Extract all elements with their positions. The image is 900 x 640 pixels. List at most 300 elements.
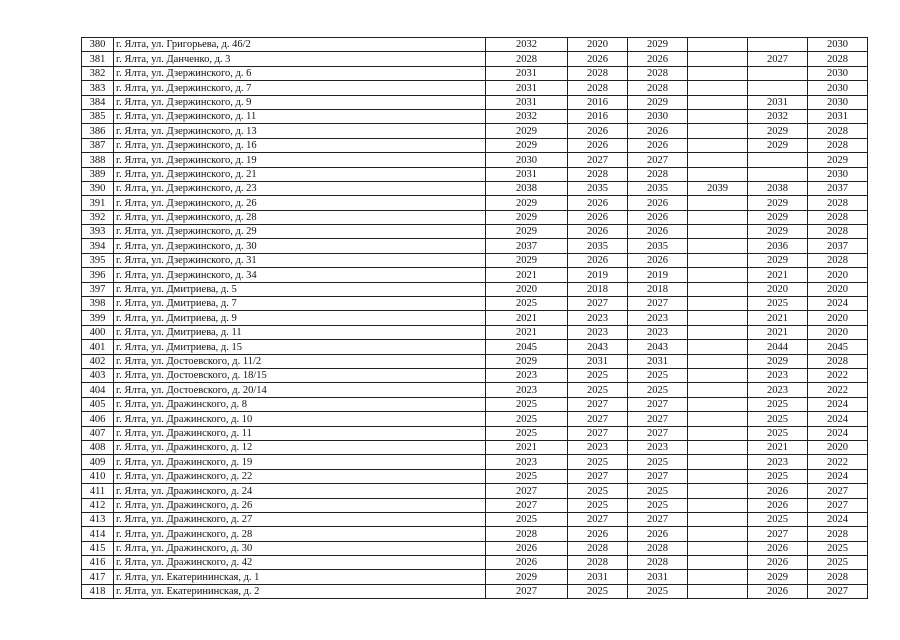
year-col-1-cell: 2023 (486, 368, 568, 382)
year-col-5-cell: 2027 (748, 527, 808, 541)
year-col-2-cell: 2026 (568, 52, 628, 66)
year-col-5-cell: 2021 (748, 311, 808, 325)
year-col-5-cell: 2029 (748, 253, 808, 267)
year-col-6-cell: 2028 (808, 570, 868, 584)
year-col-2-cell: 2027 (568, 153, 628, 167)
year-col-4-cell (688, 412, 748, 426)
year-col-4-cell (688, 469, 748, 483)
row-number-cell: 388 (82, 153, 114, 167)
address-cell: г. Ялта, ул. Дзержинского, д. 6 (114, 66, 486, 80)
year-col-5-cell: 2025 (748, 397, 808, 411)
year-col-6-cell: 2045 (808, 340, 868, 354)
year-col-3-cell: 2026 (628, 124, 688, 138)
year-col-4-cell (688, 584, 748, 598)
year-col-5-cell: 2025 (748, 412, 808, 426)
table-row (82, 484, 868, 498)
year-col-5-cell: 2020 (748, 282, 808, 296)
year-col-5-cell: 2044 (748, 340, 808, 354)
year-col-6-cell: 2029 (808, 153, 868, 167)
year-col-6-cell: 2028 (808, 225, 868, 239)
year-col-3-cell: 2028 (628, 81, 688, 95)
year-col-2-cell: 2023 (568, 311, 628, 325)
year-col-2-cell: 2028 (568, 81, 628, 95)
year-col-3-cell: 2031 (628, 570, 688, 584)
year-col-1-cell: 2021 (486, 268, 568, 282)
address-cell: г. Ялта, ул. Достоевского, д. 20/14 (114, 383, 486, 397)
year-col-4-cell (688, 167, 748, 181)
year-col-3-cell: 2035 (628, 181, 688, 195)
table-row (82, 297, 868, 311)
year-col-6-cell: 2037 (808, 239, 868, 253)
table-row (82, 225, 868, 239)
year-col-5-cell: 2027 (748, 52, 808, 66)
year-col-2-cell: 2023 (568, 440, 628, 454)
year-col-5-cell: 2036 (748, 239, 808, 253)
row-number-cell: 396 (82, 268, 114, 282)
year-col-5-cell: 2029 (748, 570, 808, 584)
year-col-4-cell (688, 311, 748, 325)
table-row (82, 455, 868, 469)
row-number-cell: 408 (82, 440, 114, 454)
table-row (82, 153, 868, 167)
year-col-5-cell: 2023 (748, 455, 808, 469)
year-col-3-cell: 2027 (628, 469, 688, 483)
year-col-3-cell: 2027 (628, 512, 688, 526)
table-row (82, 412, 868, 426)
year-col-5-cell: 2029 (748, 196, 808, 210)
year-col-4-cell (688, 268, 748, 282)
year-col-3-cell: 2025 (628, 368, 688, 382)
year-col-4-cell (688, 66, 748, 80)
year-col-3-cell: 2025 (628, 455, 688, 469)
year-col-5-cell: 2029 (748, 124, 808, 138)
address-cell: г. Ялта, ул. Дражинского, д. 8 (114, 397, 486, 411)
table-row (82, 570, 868, 584)
table-row (82, 81, 868, 95)
year-col-6-cell: 2028 (808, 253, 868, 267)
year-col-1-cell: 2031 (486, 95, 568, 109)
table-row (82, 498, 868, 512)
year-col-6-cell: 2025 (808, 556, 868, 570)
year-col-5-cell: 2025 (748, 469, 808, 483)
table-row (82, 311, 868, 325)
year-col-4-cell (688, 225, 748, 239)
year-col-3-cell: 2027 (628, 412, 688, 426)
year-col-2-cell: 2026 (568, 225, 628, 239)
year-col-5-cell: 2023 (748, 383, 808, 397)
year-col-3-cell: 2023 (628, 440, 688, 454)
address-cell: г. Ялта, ул. Дражинского, д. 28 (114, 527, 486, 541)
year-col-5-cell: 2032 (748, 109, 808, 123)
year-col-1-cell: 2045 (486, 340, 568, 354)
year-col-5-cell (748, 81, 808, 95)
year-col-2-cell: 2016 (568, 109, 628, 123)
row-number-cell: 399 (82, 311, 114, 325)
year-col-2-cell: 2025 (568, 498, 628, 512)
year-col-1-cell: 2021 (486, 325, 568, 339)
row-number-cell: 414 (82, 527, 114, 541)
table-row (82, 368, 868, 382)
address-cell: г. Ялта, ул. Дзержинского, д. 34 (114, 268, 486, 282)
year-col-2-cell: 2016 (568, 95, 628, 109)
year-col-1-cell: 2027 (486, 484, 568, 498)
year-col-2-cell: 2043 (568, 340, 628, 354)
row-number-cell: 397 (82, 282, 114, 296)
year-col-2-cell: 2026 (568, 138, 628, 152)
row-number-cell: 385 (82, 109, 114, 123)
building-schedule-table (81, 37, 868, 599)
year-col-4-cell (688, 239, 748, 253)
year-col-4-cell (688, 196, 748, 210)
year-col-1-cell: 2026 (486, 541, 568, 555)
year-col-2-cell: 2025 (568, 368, 628, 382)
year-col-1-cell: 2029 (486, 138, 568, 152)
year-col-3-cell: 2026 (628, 138, 688, 152)
table-row (82, 109, 868, 123)
year-col-6-cell: 2028 (808, 210, 868, 224)
year-col-4-cell (688, 253, 748, 267)
year-col-3-cell: 2025 (628, 498, 688, 512)
year-col-1-cell: 2026 (486, 556, 568, 570)
table-row (82, 38, 868, 52)
year-col-6-cell: 2030 (808, 38, 868, 52)
year-col-5-cell: 2025 (748, 426, 808, 440)
year-col-1-cell: 2021 (486, 440, 568, 454)
row-number-cell: 401 (82, 340, 114, 354)
year-col-1-cell: 2023 (486, 383, 568, 397)
year-col-2-cell: 2026 (568, 527, 628, 541)
year-col-3-cell: 2028 (628, 556, 688, 570)
year-col-1-cell: 2037 (486, 239, 568, 253)
year-col-6-cell: 2022 (808, 455, 868, 469)
year-col-6-cell: 2028 (808, 196, 868, 210)
table-row (82, 325, 868, 339)
year-col-6-cell: 2028 (808, 354, 868, 368)
year-col-3-cell: 2028 (628, 167, 688, 181)
year-col-4-cell (688, 138, 748, 152)
table-row (82, 340, 868, 354)
row-number-cell: 407 (82, 426, 114, 440)
address-cell: г. Ялта, ул. Дражинского, д. 19 (114, 455, 486, 469)
row-number-cell: 412 (82, 498, 114, 512)
year-col-2-cell: 2019 (568, 268, 628, 282)
year-col-1-cell: 2028 (486, 52, 568, 66)
year-col-3-cell: 2018 (628, 282, 688, 296)
year-col-1-cell: 2023 (486, 455, 568, 469)
year-col-6-cell: 2030 (808, 81, 868, 95)
year-col-4-cell (688, 455, 748, 469)
year-col-2-cell: 2023 (568, 325, 628, 339)
year-col-6-cell: 2022 (808, 368, 868, 382)
year-col-4-cell (688, 556, 748, 570)
year-col-3-cell: 2031 (628, 354, 688, 368)
year-col-4-cell (688, 340, 748, 354)
table-row (82, 95, 868, 109)
year-col-3-cell: 2043 (628, 340, 688, 354)
year-col-3-cell: 2029 (628, 95, 688, 109)
table-body (82, 38, 868, 599)
year-col-2-cell: 2031 (568, 570, 628, 584)
year-col-1-cell: 2031 (486, 66, 568, 80)
year-col-4-cell (688, 38, 748, 52)
table-row (82, 239, 868, 253)
year-col-4-cell (688, 95, 748, 109)
year-col-4-cell (688, 426, 748, 440)
address-cell: г. Ялта, ул. Дражинского, д. 30 (114, 541, 486, 555)
table-row (82, 397, 868, 411)
table-row (82, 383, 868, 397)
row-number-cell: 389 (82, 167, 114, 181)
year-col-6-cell: 2025 (808, 541, 868, 555)
year-col-1-cell: 2029 (486, 124, 568, 138)
table-row (82, 196, 868, 210)
year-col-6-cell: 2024 (808, 297, 868, 311)
year-col-1-cell: 2030 (486, 153, 568, 167)
row-number-cell: 384 (82, 95, 114, 109)
year-col-6-cell: 2030 (808, 167, 868, 181)
year-col-3-cell: 2028 (628, 541, 688, 555)
year-col-5-cell: 2026 (748, 484, 808, 498)
row-number-cell: 392 (82, 210, 114, 224)
year-col-6-cell: 2024 (808, 426, 868, 440)
year-col-6-cell: 2027 (808, 584, 868, 598)
row-number-cell: 398 (82, 297, 114, 311)
year-col-2-cell: 2027 (568, 412, 628, 426)
year-col-6-cell: 2028 (808, 52, 868, 66)
year-col-6-cell: 2037 (808, 181, 868, 195)
year-col-6-cell: 2020 (808, 268, 868, 282)
year-col-4-cell (688, 498, 748, 512)
year-col-1-cell: 2028 (486, 527, 568, 541)
year-col-3-cell: 2023 (628, 311, 688, 325)
year-col-4-cell (688, 440, 748, 454)
year-col-3-cell: 2027 (628, 426, 688, 440)
table-row (82, 426, 868, 440)
address-cell: г. Ялта, ул. Данченко, д. 3 (114, 52, 486, 66)
row-number-cell: 406 (82, 412, 114, 426)
year-col-1-cell: 2029 (486, 253, 568, 267)
year-col-5-cell: 2038 (748, 181, 808, 195)
year-col-5-cell: 2029 (748, 225, 808, 239)
year-col-1-cell: 2025 (486, 512, 568, 526)
year-col-1-cell: 2029 (486, 210, 568, 224)
year-col-5-cell: 2031 (748, 95, 808, 109)
table-row (82, 210, 868, 224)
year-col-1-cell: 2032 (486, 109, 568, 123)
year-col-1-cell: 2029 (486, 225, 568, 239)
year-col-1-cell: 2025 (486, 297, 568, 311)
year-col-3-cell: 2026 (628, 527, 688, 541)
year-col-1-cell: 2038 (486, 181, 568, 195)
year-col-5-cell: 2029 (748, 210, 808, 224)
table-row (82, 138, 868, 152)
address-cell: г. Ялта, ул. Дражинского, д. 24 (114, 484, 486, 498)
year-col-2-cell: 2020 (568, 38, 628, 52)
year-col-5-cell: 2026 (748, 498, 808, 512)
year-col-2-cell: 2035 (568, 181, 628, 195)
year-col-5-cell: 2023 (748, 368, 808, 382)
year-col-4-cell (688, 282, 748, 296)
address-cell: г. Ялта, ул. Дражинского, д. 11 (114, 426, 486, 440)
year-col-1-cell: 2031 (486, 81, 568, 95)
year-col-3-cell: 2025 (628, 484, 688, 498)
row-number-cell: 411 (82, 484, 114, 498)
year-col-4-cell (688, 52, 748, 66)
year-col-4-cell (688, 153, 748, 167)
row-number-cell: 382 (82, 66, 114, 80)
year-col-2-cell: 2028 (568, 167, 628, 181)
year-col-3-cell: 2025 (628, 584, 688, 598)
year-col-3-cell: 2027 (628, 153, 688, 167)
year-col-6-cell: 2020 (808, 282, 868, 296)
address-cell: г. Ялта, ул. Дмитриева, д. 11 (114, 325, 486, 339)
table-row (82, 469, 868, 483)
table-row (82, 124, 868, 138)
year-col-4-cell (688, 124, 748, 138)
row-number-cell: 415 (82, 541, 114, 555)
year-col-3-cell: 2026 (628, 52, 688, 66)
year-col-5-cell: 2026 (748, 541, 808, 555)
row-number-cell: 402 (82, 354, 114, 368)
table-row (82, 253, 868, 267)
table-row (82, 52, 868, 66)
year-col-5-cell: 2025 (748, 512, 808, 526)
row-number-cell: 393 (82, 225, 114, 239)
year-col-2-cell: 2027 (568, 512, 628, 526)
table-row (82, 268, 868, 282)
year-col-3-cell: 2025 (628, 383, 688, 397)
address-cell: г. Ялта, ул. Дзержинского, д. 9 (114, 95, 486, 109)
address-cell: г. Ялта, ул. Дзержинского, д. 19 (114, 153, 486, 167)
address-cell: г. Ялта, ул. Дражинского, д. 12 (114, 440, 486, 454)
year-col-2-cell: 2027 (568, 397, 628, 411)
year-col-5-cell (748, 153, 808, 167)
year-col-4-cell (688, 354, 748, 368)
year-col-5-cell (748, 167, 808, 181)
address-cell: г. Ялта, ул. Дзержинского, д. 23 (114, 181, 486, 195)
address-cell: г. Ялта, ул. Дзержинского, д. 28 (114, 210, 486, 224)
address-cell: г. Ялта, ул. Григорьева, д. 46/2 (114, 38, 486, 52)
address-cell: г. Ялта, ул. Дражинского, д. 26 (114, 498, 486, 512)
year-col-2-cell: 2026 (568, 196, 628, 210)
year-col-1-cell: 2025 (486, 426, 568, 440)
row-number-cell: 403 (82, 368, 114, 382)
table-row (82, 584, 868, 598)
year-col-2-cell: 2025 (568, 584, 628, 598)
year-col-1-cell: 2021 (486, 311, 568, 325)
year-col-5-cell: 2029 (748, 138, 808, 152)
address-cell: г. Ялта, ул. Дмитриева, д. 5 (114, 282, 486, 296)
address-cell: г. Ялта, ул. Екатерининская, д. 2 (114, 584, 486, 598)
row-number-cell: 395 (82, 253, 114, 267)
year-col-2-cell: 2028 (568, 66, 628, 80)
year-col-6-cell: 2024 (808, 397, 868, 411)
row-number-cell: 409 (82, 455, 114, 469)
year-col-5-cell: 2029 (748, 354, 808, 368)
table-row (82, 527, 868, 541)
year-col-4-cell (688, 484, 748, 498)
year-col-2-cell: 2026 (568, 210, 628, 224)
address-cell: г. Ялта, ул. Дзержинского, д. 7 (114, 81, 486, 95)
year-col-1-cell: 2025 (486, 469, 568, 483)
year-col-6-cell: 2028 (808, 138, 868, 152)
year-col-6-cell: 2024 (808, 512, 868, 526)
row-number-cell: 400 (82, 325, 114, 339)
address-cell: г. Ялта, ул. Дмитриева, д. 7 (114, 297, 486, 311)
year-col-2-cell: 2027 (568, 297, 628, 311)
year-col-6-cell: 2024 (808, 469, 868, 483)
year-col-6-cell: 2028 (808, 124, 868, 138)
year-col-5-cell (748, 66, 808, 80)
row-number-cell: 391 (82, 196, 114, 210)
year-col-1-cell: 2025 (486, 412, 568, 426)
row-number-cell: 404 (82, 383, 114, 397)
year-col-3-cell: 2026 (628, 225, 688, 239)
year-col-3-cell: 2019 (628, 268, 688, 282)
year-col-1-cell: 2027 (486, 584, 568, 598)
row-number-cell: 394 (82, 239, 114, 253)
year-col-6-cell: 2024 (808, 412, 868, 426)
year-col-1-cell: 2029 (486, 570, 568, 584)
year-col-4-cell (688, 541, 748, 555)
address-cell: г. Ялта, ул. Дзержинского, д. 26 (114, 196, 486, 210)
row-number-cell: 390 (82, 181, 114, 195)
year-col-2-cell: 2025 (568, 484, 628, 498)
address-cell: г. Ялта, ул. Дзержинского, д. 29 (114, 225, 486, 239)
row-number-cell: 381 (82, 52, 114, 66)
year-col-3-cell: 2027 (628, 397, 688, 411)
year-col-2-cell: 2018 (568, 282, 628, 296)
table-row (82, 512, 868, 526)
row-number-cell: 383 (82, 81, 114, 95)
year-col-4-cell (688, 397, 748, 411)
address-cell: г. Ялта, ул. Дражинского, д. 42 (114, 556, 486, 570)
table-row (82, 541, 868, 555)
year-col-4-cell (688, 297, 748, 311)
table-row (82, 440, 868, 454)
year-col-2-cell: 2025 (568, 455, 628, 469)
address-cell: г. Ялта, ул. Дзержинского, д. 31 (114, 253, 486, 267)
address-cell: г. Ялта, ул. Дмитриева, д. 15 (114, 340, 486, 354)
table-row (82, 167, 868, 181)
year-col-4-cell (688, 570, 748, 584)
address-cell: г. Ялта, ул. Дзержинского, д. 21 (114, 167, 486, 181)
year-col-2-cell: 2035 (568, 239, 628, 253)
address-cell: г. Ялта, ул. Достоевского, д. 18/15 (114, 368, 486, 382)
year-col-4-cell (688, 368, 748, 382)
address-cell: г. Ялта, ул. Екатерининская, д. 1 (114, 570, 486, 584)
year-col-6-cell: 2020 (808, 325, 868, 339)
year-col-4-cell (688, 512, 748, 526)
year-col-3-cell: 2028 (628, 66, 688, 80)
year-col-6-cell: 2028 (808, 527, 868, 541)
year-col-2-cell: 2028 (568, 541, 628, 555)
year-col-6-cell: 2022 (808, 383, 868, 397)
year-col-4-cell (688, 81, 748, 95)
row-number-cell: 380 (82, 38, 114, 52)
row-number-cell: 416 (82, 556, 114, 570)
year-col-1-cell: 2029 (486, 196, 568, 210)
year-col-3-cell: 2026 (628, 196, 688, 210)
year-col-4-cell (688, 109, 748, 123)
address-cell: г. Ялта, ул. Дзержинского, д. 30 (114, 239, 486, 253)
year-col-6-cell: 2020 (808, 440, 868, 454)
year-col-3-cell: 2026 (628, 210, 688, 224)
row-number-cell: 410 (82, 469, 114, 483)
year-col-5-cell: 2026 (748, 584, 808, 598)
year-col-4-cell (688, 325, 748, 339)
row-number-cell: 387 (82, 138, 114, 152)
